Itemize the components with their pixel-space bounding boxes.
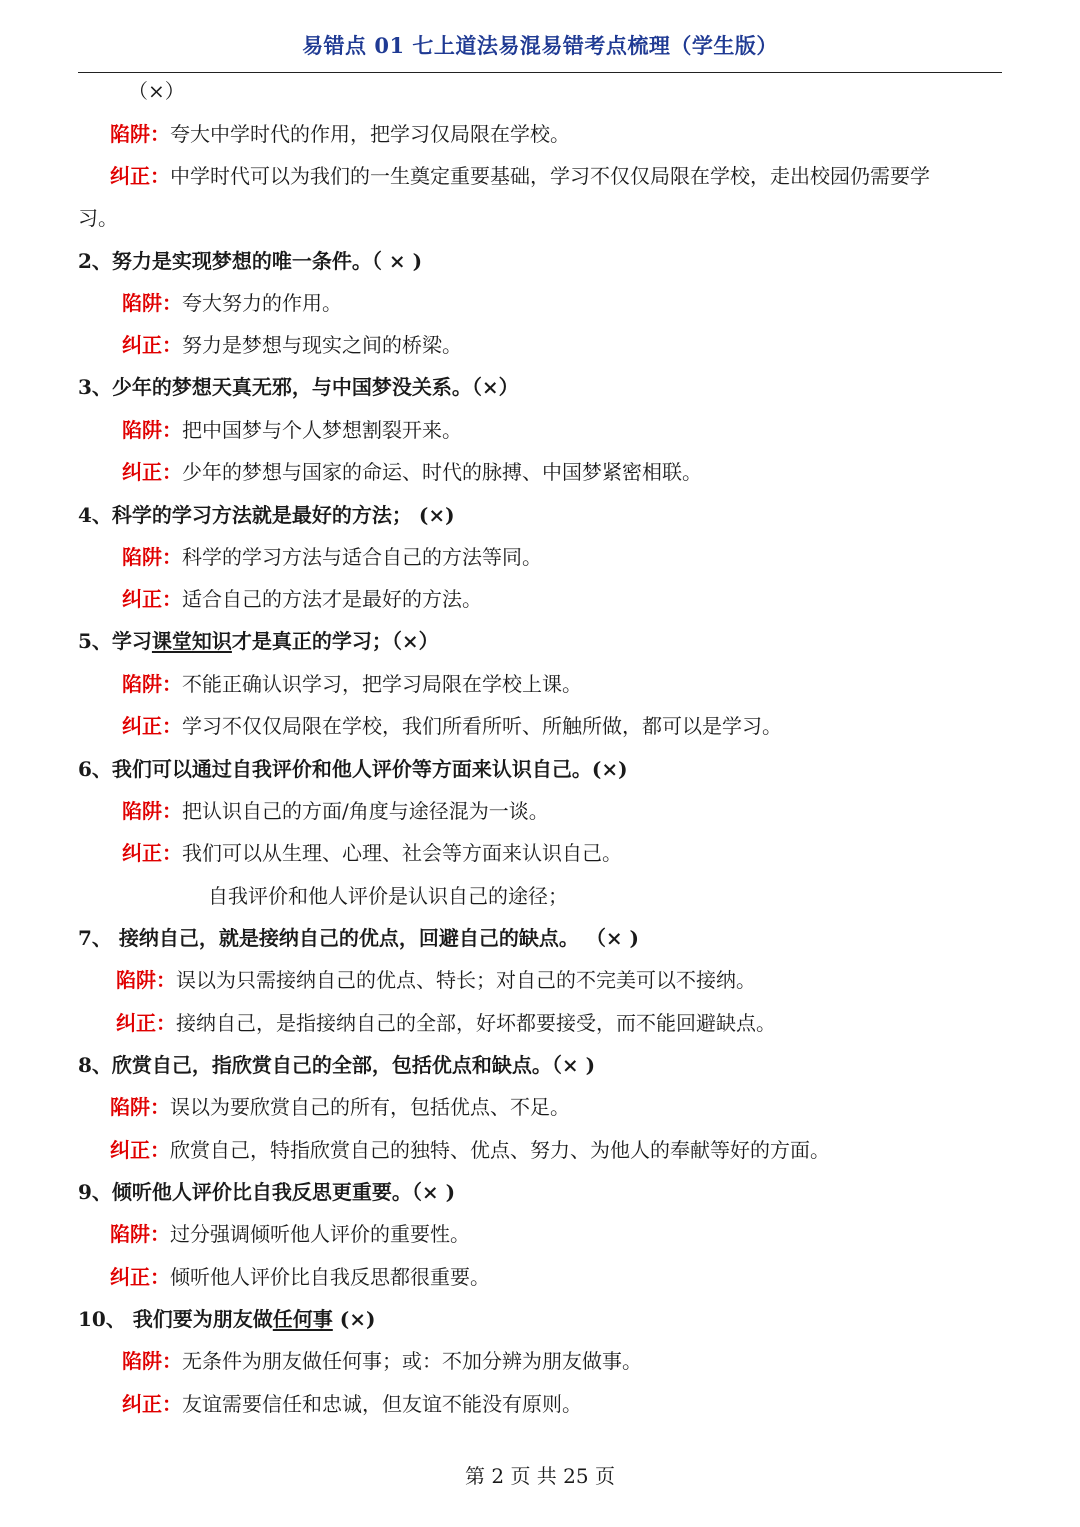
question-5-underlined: 课堂知识 <box>151 629 232 653</box>
question-10-underlined: 任何事 <box>272 1307 333 1331</box>
question-10-text-end: (×) <box>332 1307 376 1331</box>
page-header-title: 易错点 01 七上道法易混易错考点梳理（学生版） <box>302 33 778 58</box>
trap-text: 夸大努力的作用。 <box>182 291 342 315</box>
question-10-text: 10、 我们要为朋友做 <box>78 1307 273 1331</box>
fix-label: 纠正： <box>116 1011 176 1035</box>
item6-fix-extra: 自我评价和他人评价是认识自己的途径； <box>208 884 568 908</box>
trap-text: 把认识自己的方面/角度与途径混为一谈。 <box>182 799 549 823</box>
trap-text: 误以为只需接纳自己的优点、特长；对自己的不完美可以不接纳。 <box>176 968 756 992</box>
trap-label: 陷阱： <box>110 1222 170 1246</box>
trap-text: 科学的学习方法与适合自己的方法等同。 <box>182 545 542 569</box>
trap-label: 陷阱： <box>116 968 176 992</box>
header-divider <box>78 72 1002 73</box>
question-5-text: 5、学习 <box>78 629 152 653</box>
trap-text: 不能正确认识学习，把学习局限在学校上课。 <box>182 672 582 696</box>
question-10 <box>78 1307 375 1331</box>
item5-trap <box>122 672 582 696</box>
item4-fix <box>122 587 482 611</box>
question-7: 7、 接纳自己，就是接纳自己的优点，回避自己的缺点。 （× ) <box>78 926 640 950</box>
fix-label: 纠正： <box>122 587 182 611</box>
fix-label: 纠正： <box>122 1392 182 1416</box>
question-2: 2、努力是实现梦想的唯一条件。（ × ) <box>78 249 423 273</box>
item3-trap <box>122 418 462 442</box>
fix-text: 我们可以从生理、心理、社会等方面来认识自己。 <box>182 841 622 865</box>
fix-text: 努力是梦想与现实之间的桥梁。 <box>182 333 462 357</box>
item10-fix <box>122 1392 582 1416</box>
trap-label: 陷阱： <box>122 1349 182 1373</box>
item6-fix <box>122 841 622 865</box>
fix-text: 少年的梦想与国家的命运、时代的脉搏、中国梦紧密相联。 <box>182 460 702 484</box>
trap-text: 过分强调倾听他人评价的重要性。 <box>170 1222 470 1246</box>
trap-label: 陷阱： <box>122 799 182 823</box>
fix-label: 纠正： <box>122 333 182 357</box>
item2-fix <box>122 333 462 357</box>
trap-label: 陷阱： <box>110 122 170 146</box>
item1-fix <box>110 164 930 188</box>
trap-label: 陷阱： <box>122 672 182 696</box>
item2-trap <box>122 291 342 315</box>
trap-text: 夸大中学时代的作用，把学习仅局限在学校。 <box>170 122 570 146</box>
item1-trap <box>110 122 570 146</box>
trap-text: 误以为要欣赏自己的所有，包括优点、不足。 <box>170 1095 570 1119</box>
item8-fix <box>110 1138 830 1162</box>
trap-label: 陷阱： <box>122 545 182 569</box>
question-6: 6、我们可以通过自我评价和他人评价等方面来认识自己。(×) <box>78 757 628 781</box>
fix-label: 纠正： <box>110 164 170 188</box>
fix-text: 学习不仅仅局限在学校，我们所看所听、所触所做，都可以是学习。 <box>182 714 782 738</box>
item8-trap <box>110 1095 570 1119</box>
fix-label: 纠正： <box>122 714 182 738</box>
fix-text: 友谊需要信任和忠诚，但友谊不能没有原则。 <box>182 1392 582 1416</box>
fix-label: 纠正： <box>110 1265 170 1289</box>
item5-fix <box>122 714 782 738</box>
trap-label: 陷阱： <box>122 291 182 315</box>
trap-text: 把中国梦与个人梦想割裂开来。 <box>182 418 462 442</box>
fix-text: 适合自己的方法才是最好的方法。 <box>182 587 482 611</box>
trap-label: 陷阱： <box>122 418 182 442</box>
item6-trap <box>122 799 549 823</box>
item7-trap <box>116 968 756 992</box>
item4-trap <box>122 545 542 569</box>
item9-trap <box>110 1222 470 1246</box>
item1-mark: （×） <box>128 79 185 103</box>
item7-fix <box>116 1011 776 1035</box>
fix-label: 纠正： <box>110 1138 170 1162</box>
fix-text: 欣赏自己，特指欣赏自己的独特、优点、努力、为他人的奉献等好的方面。 <box>170 1138 830 1162</box>
fix-text: 中学时代可以为我们的一生奠定重要基础，学习不仅仅局限在学校，走出校园仍需要学 <box>170 164 930 188</box>
fix-text: 倾听他人评价比自我反思都很重要。 <box>170 1265 490 1289</box>
question-4: 4、科学的学习方法就是最好的方法； (×) <box>78 503 455 527</box>
fix-label: 纠正： <box>122 460 182 484</box>
question-5-text-end: 才是真正的学习；（×） <box>231 629 439 653</box>
item1-fix-continued: 习。 <box>78 206 118 230</box>
question-9: 9、倾听他人评价比自我反思更重要。（× ) <box>78 1180 456 1204</box>
fix-text: 接纳自己，是指接纳自己的全部，好坏都要接受，而不能回避缺点。 <box>176 1011 776 1035</box>
item3-fix <box>122 460 702 484</box>
page-number-footer: 第 2 页 共 25 页 <box>465 1464 615 1488</box>
question-3: 3、少年的梦想天真无邪，与中国梦没关系。（×） <box>78 375 519 399</box>
trap-label: 陷阱： <box>110 1095 170 1119</box>
item10-trap <box>122 1349 642 1373</box>
trap-text: 无条件为朋友做任何事；或：不加分辨为朋友做事。 <box>182 1349 642 1373</box>
item9-fix <box>110 1265 490 1289</box>
question-5 <box>78 629 439 653</box>
question-8: 8、欣赏自己，指欣赏自己的全部，包括优点和缺点。（× ) <box>78 1053 596 1077</box>
fix-label: 纠正： <box>122 841 182 865</box>
